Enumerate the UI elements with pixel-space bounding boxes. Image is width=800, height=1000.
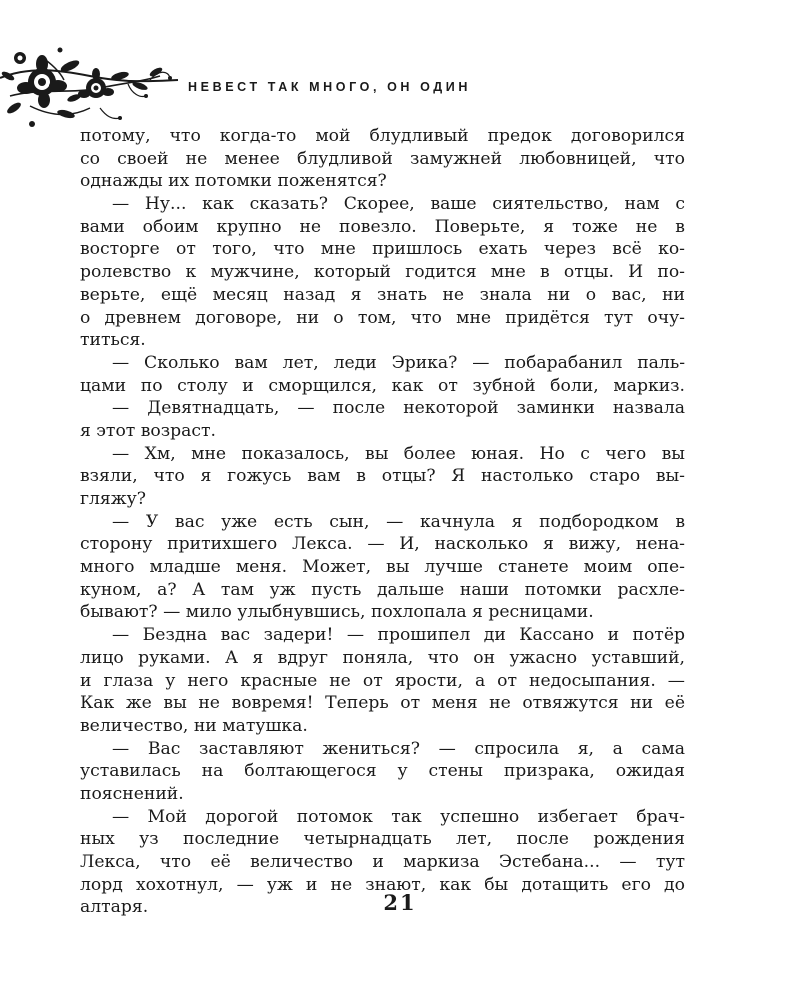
text-line: восторге от того, что мне пришлось ехать через всё ко- <box>80 239 685 260</box>
text-line: — Бездна вас задери! — прошипел ди Кассано и потёр <box>112 625 685 646</box>
text-line: — Сколько вам лет, леди Эрика? — побарабанил паль- <box>112 352 685 373</box>
text-line: — Вас заставляют жениться? — спросила я, а сама <box>112 738 685 759</box>
text-line: бывают? — мило улыбнувшись, похлопала я ресницами. <box>80 602 594 623</box>
text-line: однажды их потомки поженятся? <box>80 171 387 192</box>
text-line: о древнем договоре, ни о том, что мне придётся тут очу- <box>80 307 685 328</box>
text-line: титься. <box>80 330 146 351</box>
text-line: величество, ни матушка. <box>80 715 308 736</box>
floral-vine-ornament-icon <box>0 36 180 136</box>
text-line: Лекса, что её величество и маркиза Эстебана... — тут <box>80 852 685 872</box>
text-line: потому, что когда-то мой блудливый предок договорился <box>80 126 685 146</box>
text-line: куном, а? А там уж пусть дальше наши потомки расхле- <box>80 579 685 600</box>
text-line: уставилась на болтающегося у стены призрака, ожидая <box>80 761 685 782</box>
text-line: алтаря. <box>80 897 149 918</box>
text-line: — Хм, мне показалось, вы более юная. Но с чего вы <box>112 443 685 464</box>
text-line: — У вас уже есть сын, — качнула я подбородком в <box>112 511 685 532</box>
text-line: вами обоим крупно не повезло. Поверьте, я тоже не в <box>80 216 685 237</box>
text-line: лорд хохотнул, — уж и не знают, как бы дотащить его до <box>80 874 685 895</box>
text-line: со своей не менее блудливой замужней любовницей, что <box>80 148 685 169</box>
text-line: взяли, что я гожусь вам в отцы? Я настолько старо вы- <box>80 466 685 487</box>
text-line: много младше меня. Может, вы лучше станете моим опе- <box>80 557 685 578</box>
text-line: пояснений. <box>80 783 184 804</box>
text-line: я этот возраст. <box>80 420 217 441</box>
text-line: сторону притихшего Лекса. — И, насколько я вижу, нена- <box>80 534 685 555</box>
text-line: цами по столу и сморщился, как от зубной боли, маркиз. <box>80 375 685 396</box>
body-text <box>80 125 685 919</box>
text-line: Как же вы не вовремя! Теперь от меня не отвяжутся ни её <box>80 693 685 714</box>
text-line: — Ну... как сказать? Скорее, ваше сиятельство, нам с <box>112 194 685 215</box>
text-line: — Девятнадцать, — после некоторой заминки назвала <box>112 398 685 419</box>
text-line: лицо руками. А я вдруг поняла, что он ужасно уставший, <box>80 647 685 668</box>
text-line: верьте, ещё месяц назад я знать не знала ни о вас, ни <box>80 284 685 305</box>
text-line: ролевство к мужчине, который годится мне в отцы. И по- <box>80 262 685 283</box>
running-head: НЕВЕСТ ТАК МНОГО, ОН ОДИН <box>188 80 471 94</box>
text-line: — Мой дорогой потомок так успешно избегает брач- <box>112 806 685 827</box>
text-line: и глаза у него красные не от ярости, а от недосыпания. — <box>80 670 685 691</box>
text-line: гляжу? <box>80 489 146 509</box>
page-number: 21 <box>383 890 417 915</box>
text-line: ных уз последние четырнадцать лет, после рождения <box>80 829 685 850</box>
